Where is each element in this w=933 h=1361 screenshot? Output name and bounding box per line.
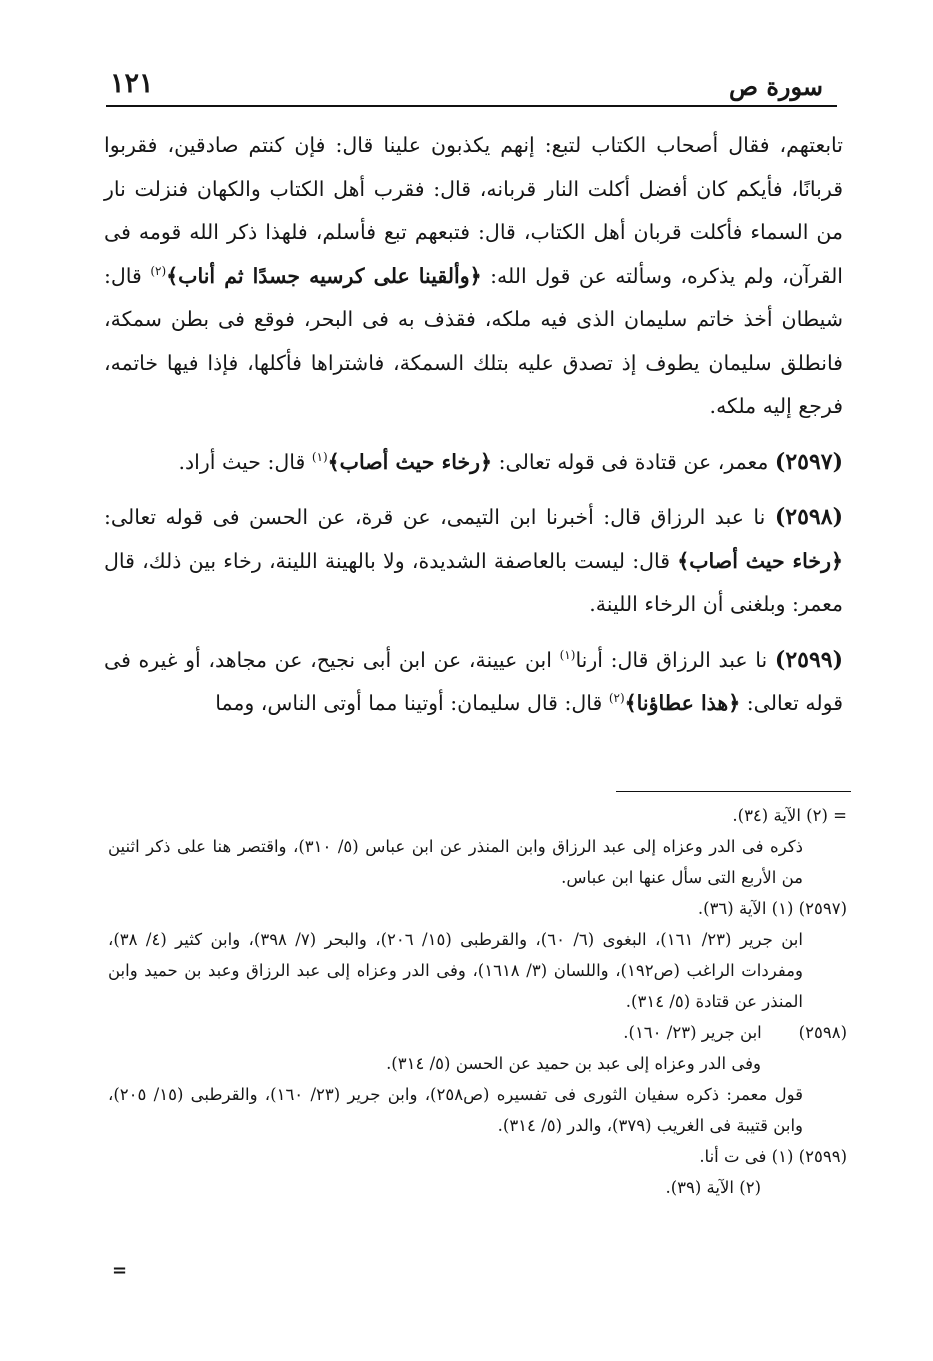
- hadith-number: (٢٥٩٩): [774, 646, 843, 673]
- footnote-line: وفى الدر وعزاه إلى عبد بن حميد عن الحسن (٥/ ٣١٤).: [386, 1054, 761, 1073]
- footnote-line: [108, 1141, 847, 1172]
- footnote-line: قول معمر: ذكره سفيان الثورى فى تفسيره (ص٢٥٨)، وابن جرير (٢٣/ ١٦٠)، والقرطبى (١٥/ ٢٠٥)، وابن قتيبة فى الغريب (٣٧٩)، والدر (٥/ ٣١٤).: [108, 1085, 804, 1135]
- text-run: قال: قال سليمان: أوتينا مما أوتى الناس، ومما: [215, 691, 603, 715]
- footnote-line: [108, 1017, 847, 1048]
- paragraph-2597: [104, 441, 843, 485]
- footnote-code: (٢٥٩٨): [798, 1023, 847, 1042]
- footnote-line: ذكره فى الدر وعزاه إلى عبد الرزاق وابن المنذر عن ابن عباس (٥/ ٣١٠)، واقتصر هنا على ذكر اثنين من الأربع التى سأل عنها ابن عباس.: [108, 837, 804, 887]
- footnote-line: [108, 893, 847, 924]
- footnotes: [108, 800, 847, 1203]
- text-run: ابن عيينة، عن ابن أبى نجيح، عن مجاهد، أو غيره فى قوله تعالى:: [104, 647, 843, 715]
- footnote-ref: (٢): [150, 263, 167, 278]
- footnote-line: ابن جرير (٢٣/ ١٦١)، البغوى (٦/ ٦٠)، والقرطبى (١٥/ ٢٠٦)، والبحر (٧/ ٣٩٨)، وابن كثير (٤/ ٣٨)، ومفردات الراغب (ص١٩٢)، واللسان (٣/ ١٦١٨)، وفى الدر وعزاه إلى عبد الرزاق وعبد بن حميد وابن المنذر عن قتادة (٥/ ٣١٤).: [108, 930, 803, 1011]
- footnote-code: (٢٥٩٧): [798, 899, 847, 918]
- footnote-ref: (١): [311, 449, 328, 464]
- footnote-line: (٢) الآية (٣٩).: [665, 1178, 761, 1197]
- footnote-code: (٢٥٩٩): [798, 1147, 847, 1166]
- hadith-number: (٢٥٩٧): [774, 448, 843, 475]
- footnote-line: = (٢) الآية (٣٤).: [732, 806, 847, 825]
- continuation-mark: =: [112, 1260, 128, 1281]
- paragraph-continued: [104, 124, 843, 429]
- text-run: نا عبد الرزاق قال: أرنا: [575, 647, 768, 672]
- paragraph-2599: [104, 639, 843, 726]
- text-run: قال: شيطان أخذ خاتم سليمان الذى فيه ملكه، فقذف به فى البحر، فوقع فى بطن سمكة، فانطلق سليمان يطوف إذ تصدق عليه بتلك السمكة، فاشتراها فأكلها، فإذا فيها خاتمه، فرجع إليه ملكه.: [104, 263, 843, 418]
- main-text: [104, 124, 843, 738]
- footnote-ref: (٢): [608, 691, 625, 706]
- quran-verse: ﴿وألقينا على كرسيه جسدًا ثم أناب﴾: [166, 263, 482, 288]
- quran-verse: ﴿هذا عطاؤنا﴾: [624, 691, 741, 715]
- footnote-text: (١) الآية (٣٦).: [697, 899, 794, 918]
- quran-verse: ﴿رخاء حيث أصاب﴾: [327, 449, 493, 474]
- page-number: ١٢١: [110, 68, 154, 99]
- footnote-text: (١) فى ت أنا.: [699, 1147, 794, 1166]
- surah-title: سورة ص: [728, 72, 823, 101]
- text-run: قال: حيث أراد.: [178, 449, 306, 474]
- header-rule: [106, 105, 837, 107]
- quran-verse: ﴿رخاء حيث أصاب﴾: [677, 548, 843, 573]
- text-run: تابعتهم، فقال أصحاب الكتاب لتبع: إنهم يكذبون علينا قال: فإن كنتم صادقين، فقربوا قربانًا، فأيكم كان أفضل أكلت النار قربانه، قال: فقرب أهل الكتاب والكهان فنزلت نار من السماء فأكلت قربان أهل الكتاب، قال: فتبعهم تبع فأسلم، فلهذا ذكر الله قومه فى القرآن، ولم يذكره، وسألته عن قول الله:: [104, 133, 844, 288]
- paragraph-2598: [104, 496, 843, 627]
- page-header: [110, 68, 823, 106]
- text-run: معمر، عن قتادة فى قوله تعالى:: [498, 449, 769, 474]
- text-run: نا عبد الرزاق قال: أخبرنا ابن التيمى، عن قرة، عن الحسن فى قوله تعالى:: [104, 505, 766, 529]
- text-run: قال: ليست بالعاصفة الشديدة، ولا بالهينة اللينة، رخاء بين ذلك، قال معمر: وبلغنى أن الرخاء اللينة.: [104, 548, 843, 616]
- footnote-ref: (١): [559, 647, 576, 662]
- footnote-text: ابن جرير (٢٣/ ١٦٠).: [623, 1023, 762, 1042]
- footnote-separator: [616, 791, 851, 792]
- hadith-number: (٢٥٩٨): [774, 504, 843, 530]
